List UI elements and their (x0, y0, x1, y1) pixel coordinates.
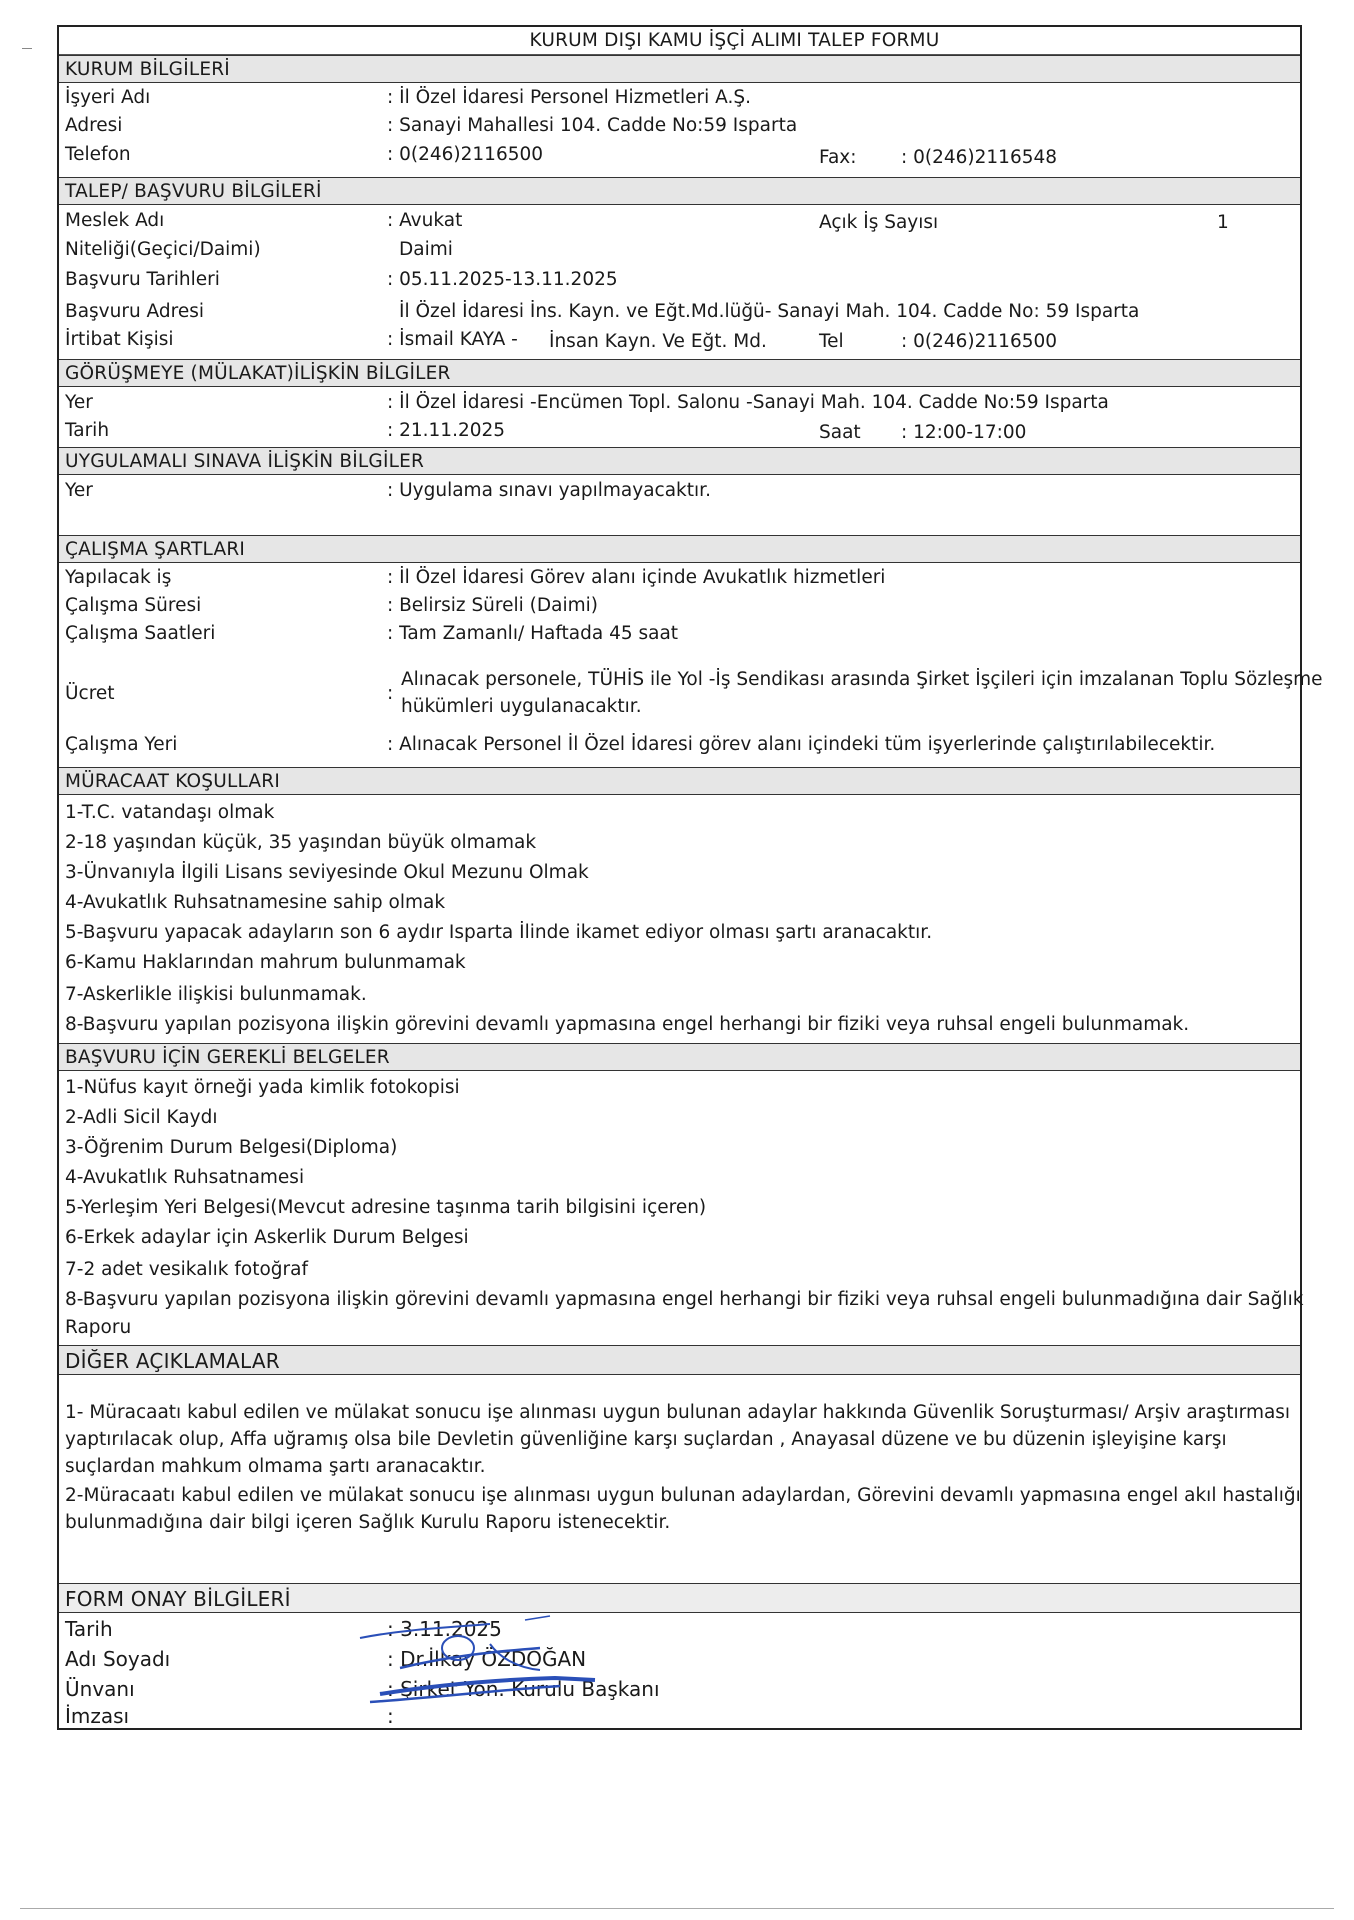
muracaat-item: 6-Kamu Haklarından mahrum bulunmamak (65, 952, 466, 973)
value-calisma-yeri: : Alınacak Personel İl Özel İdaresi görev alanı içindeki tüm işyerlerinde çalıştırılabilecektir. (387, 734, 1216, 755)
row-meslek (59, 210, 1300, 236)
value-saat: : 12:00-17:00 (901, 422, 1027, 443)
belge-item: 1-Nüfus kayıt örneği yada kimlik fotokopisi (65, 1077, 460, 1098)
label-nitelik: Niteliği(Geçici/Daimi) (65, 239, 261, 260)
value-calisma-saatleri: : Tam Zamanlı/ Haftada 45 saat (387, 623, 679, 644)
section-belgeler: BAŞVURU İÇİN GEREKLİ BELGELER (59, 1043, 1300, 1071)
row-isyeri (59, 87, 1300, 113)
diger-p1-line: yaptırılacak olup, Affa uğramış olsa bile Devletin güvenliğine karşı suçlardan , Anayasal düzene ve bu düzenin işleyişine karşı (65, 1429, 1227, 1450)
label-telefon: Telefon (65, 144, 131, 165)
row-basvuru-tarih (59, 269, 1300, 295)
row-calisma-suresi (59, 595, 1300, 621)
label-calisma-yeri: Çalışma Yeri (65, 734, 178, 755)
label-onay-imza: İmzası (65, 1704, 130, 1728)
request-form (57, 25, 1323, 1730)
row-onay-imza (59, 1704, 1300, 1730)
belge-item: Raporu (65, 1317, 132, 1338)
section-kurum: KURUM BİLGİLERİ (59, 55, 1300, 83)
label-tel: Tel (819, 331, 844, 352)
value-adres: : Sanayi Mahallesi 104. Cadde No:59 Isparta (387, 115, 798, 136)
value-onay-ad: : Dr.İlkay ÖZDOĞAN (387, 1647, 587, 1671)
row-gorusme-yer (59, 392, 1300, 418)
row-sinav-yer (59, 480, 1300, 506)
row-basvuru-adres (59, 301, 1300, 327)
label-fax: Fax: (819, 147, 857, 168)
label-saat: Saat (819, 422, 861, 443)
label-adres: Adresi (65, 115, 123, 136)
label-basvuru-adres: Başvuru Adresi (65, 301, 204, 322)
muracaat-item: 3-Ünvanıyla İlgili Lisans seviyesinde Okul Mezunu Olmak (65, 862, 589, 883)
row-calisma-saatleri (59, 623, 1300, 649)
value-sinav-yer: : Uygulama sınavı yapılmayacaktır. (387, 480, 711, 501)
belge-item: 7-2 adet vesikalık fotoğraf (65, 1259, 309, 1280)
value-telefon: : 0(246)2116500 (387, 144, 544, 165)
value-onay-imza: : (387, 1704, 394, 1728)
label-sinav-yer: Yer (65, 480, 93, 501)
belge-item: 5-Yerleşim Yeri Belgesi(Mevcut adresine taşınma tarih bilgisini içeren) (65, 1197, 707, 1218)
value-gorusme-tarih: : 21.11.2025 (387, 420, 506, 441)
section-diger: DİĞER AÇIKLAMALAR (59, 1345, 1300, 1375)
belge-item: 2-Adli Sicil Kaydı (65, 1107, 218, 1128)
row-onay-tarih (59, 1617, 1300, 1643)
value-nitelik: Daimi (399, 239, 453, 260)
diger-p2-line: bulunmadığına dair bilgi içeren Sağlık Kurulu Raporu istenecektir. (65, 1512, 671, 1533)
form-title (59, 27, 1300, 55)
section-gorusme: GÖRÜŞMEYE (MÜLAKAT)İLİŞKİN BİLGİLER (59, 359, 1300, 387)
row-onay-unvan (59, 1677, 1300, 1703)
label-onay-tarih: Tarih (65, 1617, 113, 1641)
label-yapilacak-is: Yapılacak iş (65, 567, 172, 588)
label-gorusme-tarih: Tarih (65, 420, 110, 441)
value-yapilacak-is: : İl Özel İdaresi Görev alanı içinde Avukatlık hizmetleri (387, 567, 886, 588)
form-title-text: KURUM DIŞI KAMU İŞÇİ ALIMI TALEP FORMU (529, 30, 940, 51)
value-ucret-line2: hükümleri uygulanacaktır. (401, 696, 642, 717)
muracaat-item: 8-Başvuru yapılan pozisyona ilişkin görevini devamlı yapmasına engel herhangi bir fiziki veya ruhsal engeli bulunmamak. (65, 1014, 1190, 1035)
label-basvuru-tarih: Başvuru Tarihleri (65, 269, 220, 290)
muracaat-item: 5-Başvuru yapacak adayların son 6 aydır Isparta İlinde ikamet ediyor olması şartı aranacaktır. (65, 922, 933, 943)
section-onay: FORM ONAY BİLGİLERİ (59, 1583, 1300, 1613)
row-gorusme-tarih (59, 420, 1300, 446)
label-ucret: Ücret (65, 683, 115, 704)
value-onay-unvan: : Şirket Yön. Kurulu Başkanı (387, 1677, 660, 1701)
row-adres (59, 115, 1300, 141)
value-ucret-line1: Alınacak personele, TÜHİS ile Yol -İş Sendikası arasında Şirket İşçileri için imzalanan Toplu Sözleşme (401, 669, 1323, 690)
scan-mark (22, 48, 32, 49)
row-onay-ad (59, 1647, 1300, 1673)
value-basvuru-adres: İl Özel İdaresi İns. Kayn. ve Eğt.Md.lüğü- Sanayi Mah. 104. Cadde No: 59 Isparta (399, 301, 1140, 322)
value-isyeri: : İl Özel İdaresi Personel Hizmetleri A.Ş. (387, 87, 752, 108)
muracaat-item: 2-18 yaşından küçük, 35 yaşından büyük olmamak (65, 832, 537, 853)
section-talep: TALEP/ BAŞVURU BİLGİLERİ (59, 177, 1300, 205)
label-onay-ad: Adı Soyadı (65, 1647, 171, 1671)
label-gorusme-yer: Yer (65, 392, 93, 413)
row-calisma-yeri (59, 734, 1300, 760)
value-irtibat: : İsmail KAYA - (387, 329, 518, 350)
diger-p1-line: 1- Müracaatı kabul edilen ve mülakat sonucu işe alınması uygun bulunan adaylar hakkında Güvenlik Soruşturması/ Arşiv araştırması (65, 1402, 1291, 1423)
section-calisma: ÇALIŞMA ŞARTLARI (59, 535, 1300, 563)
value-onay-tarih: : 3.11.2025 (387, 1617, 502, 1641)
muracaat-item: 7-Askerlikle ilişkisi bulunmamak. (65, 984, 367, 1005)
row-irtibat (59, 329, 1300, 355)
belge-item: 8-Başvuru yapılan pozisyona ilişkin görevini devamlı yapmasına engel herhangi bir fiziki veya ruhsal engeli bulunmadığına dair Sağlık (65, 1289, 1304, 1310)
belge-item: 3-Öğrenim Durum Belgesi(Diploma) (65, 1137, 398, 1158)
muracaat-item: 4-Avukatlık Ruhsatnamesine sahip olmak (65, 892, 446, 913)
label-isyeri: İşyeri Adı (65, 87, 151, 108)
label-meslek: Meslek Adı (65, 210, 165, 231)
label-irtibat: İrtibat Kişisi (65, 329, 174, 350)
page-bottom-rule (20, 1908, 1334, 1909)
value-calisma-suresi: : Belirsiz Süreli (Daimi) (387, 595, 598, 616)
value-irtibat-birim: İnsan Kayn. Ve Eğt. Md. (549, 331, 767, 352)
value-basvuru-tarih: : 05.11.2025-13.11.2025 (387, 269, 618, 290)
row-yapilacak-is (59, 567, 1300, 593)
row-telefon (59, 144, 1300, 170)
value-meslek: : Avukat (387, 210, 463, 231)
belge-item: 4-Avukatlık Ruhsatnamesi (65, 1167, 305, 1188)
value-gorusme-yer: : İl Özel İdaresi -Encümen Topl. Salonu -Sanayi Mah. 104. Cadde No:59 Isparta (387, 392, 1109, 413)
diger-p1-line: suçlardan mahkum olmama şartı aranacaktır. (65, 1456, 486, 1477)
belge-item: 6-Erkek adaylar için Askerlik Durum Belgesi (65, 1227, 469, 1248)
label-acik-is: Açık İş Sayısı (819, 212, 939, 233)
row-nitelik (59, 239, 1300, 265)
section-sinav: UYGULAMALI SINAVA İLİŞKİN BİLGİLER (59, 447, 1300, 475)
diger-p2-line: 2-Müracaatı kabul edilen ve mülakat sonucu işe alınması uygun bulunan adaylardan, Görevini devamlı yapmasına engel akıl hastalığı (65, 1485, 1301, 1506)
value-acik-is: 1 (1217, 212, 1229, 233)
label-onay-unvan: Ünvanı (65, 1677, 135, 1701)
muracaat-item: 1-T.C. vatandaşı olmak (65, 802, 275, 823)
row-ucret (59, 669, 1323, 725)
ucret-colon: : (387, 683, 394, 704)
section-muracaat: MÜRACAAT KOŞULLARI (59, 767, 1300, 795)
value-tel: : 0(246)2116500 (901, 331, 1058, 352)
label-calisma-suresi: Çalışma Süresi (65, 595, 202, 616)
label-calisma-saatleri: Çalışma Saatleri (65, 623, 216, 644)
value-fax: : 0(246)2116548 (901, 147, 1058, 168)
